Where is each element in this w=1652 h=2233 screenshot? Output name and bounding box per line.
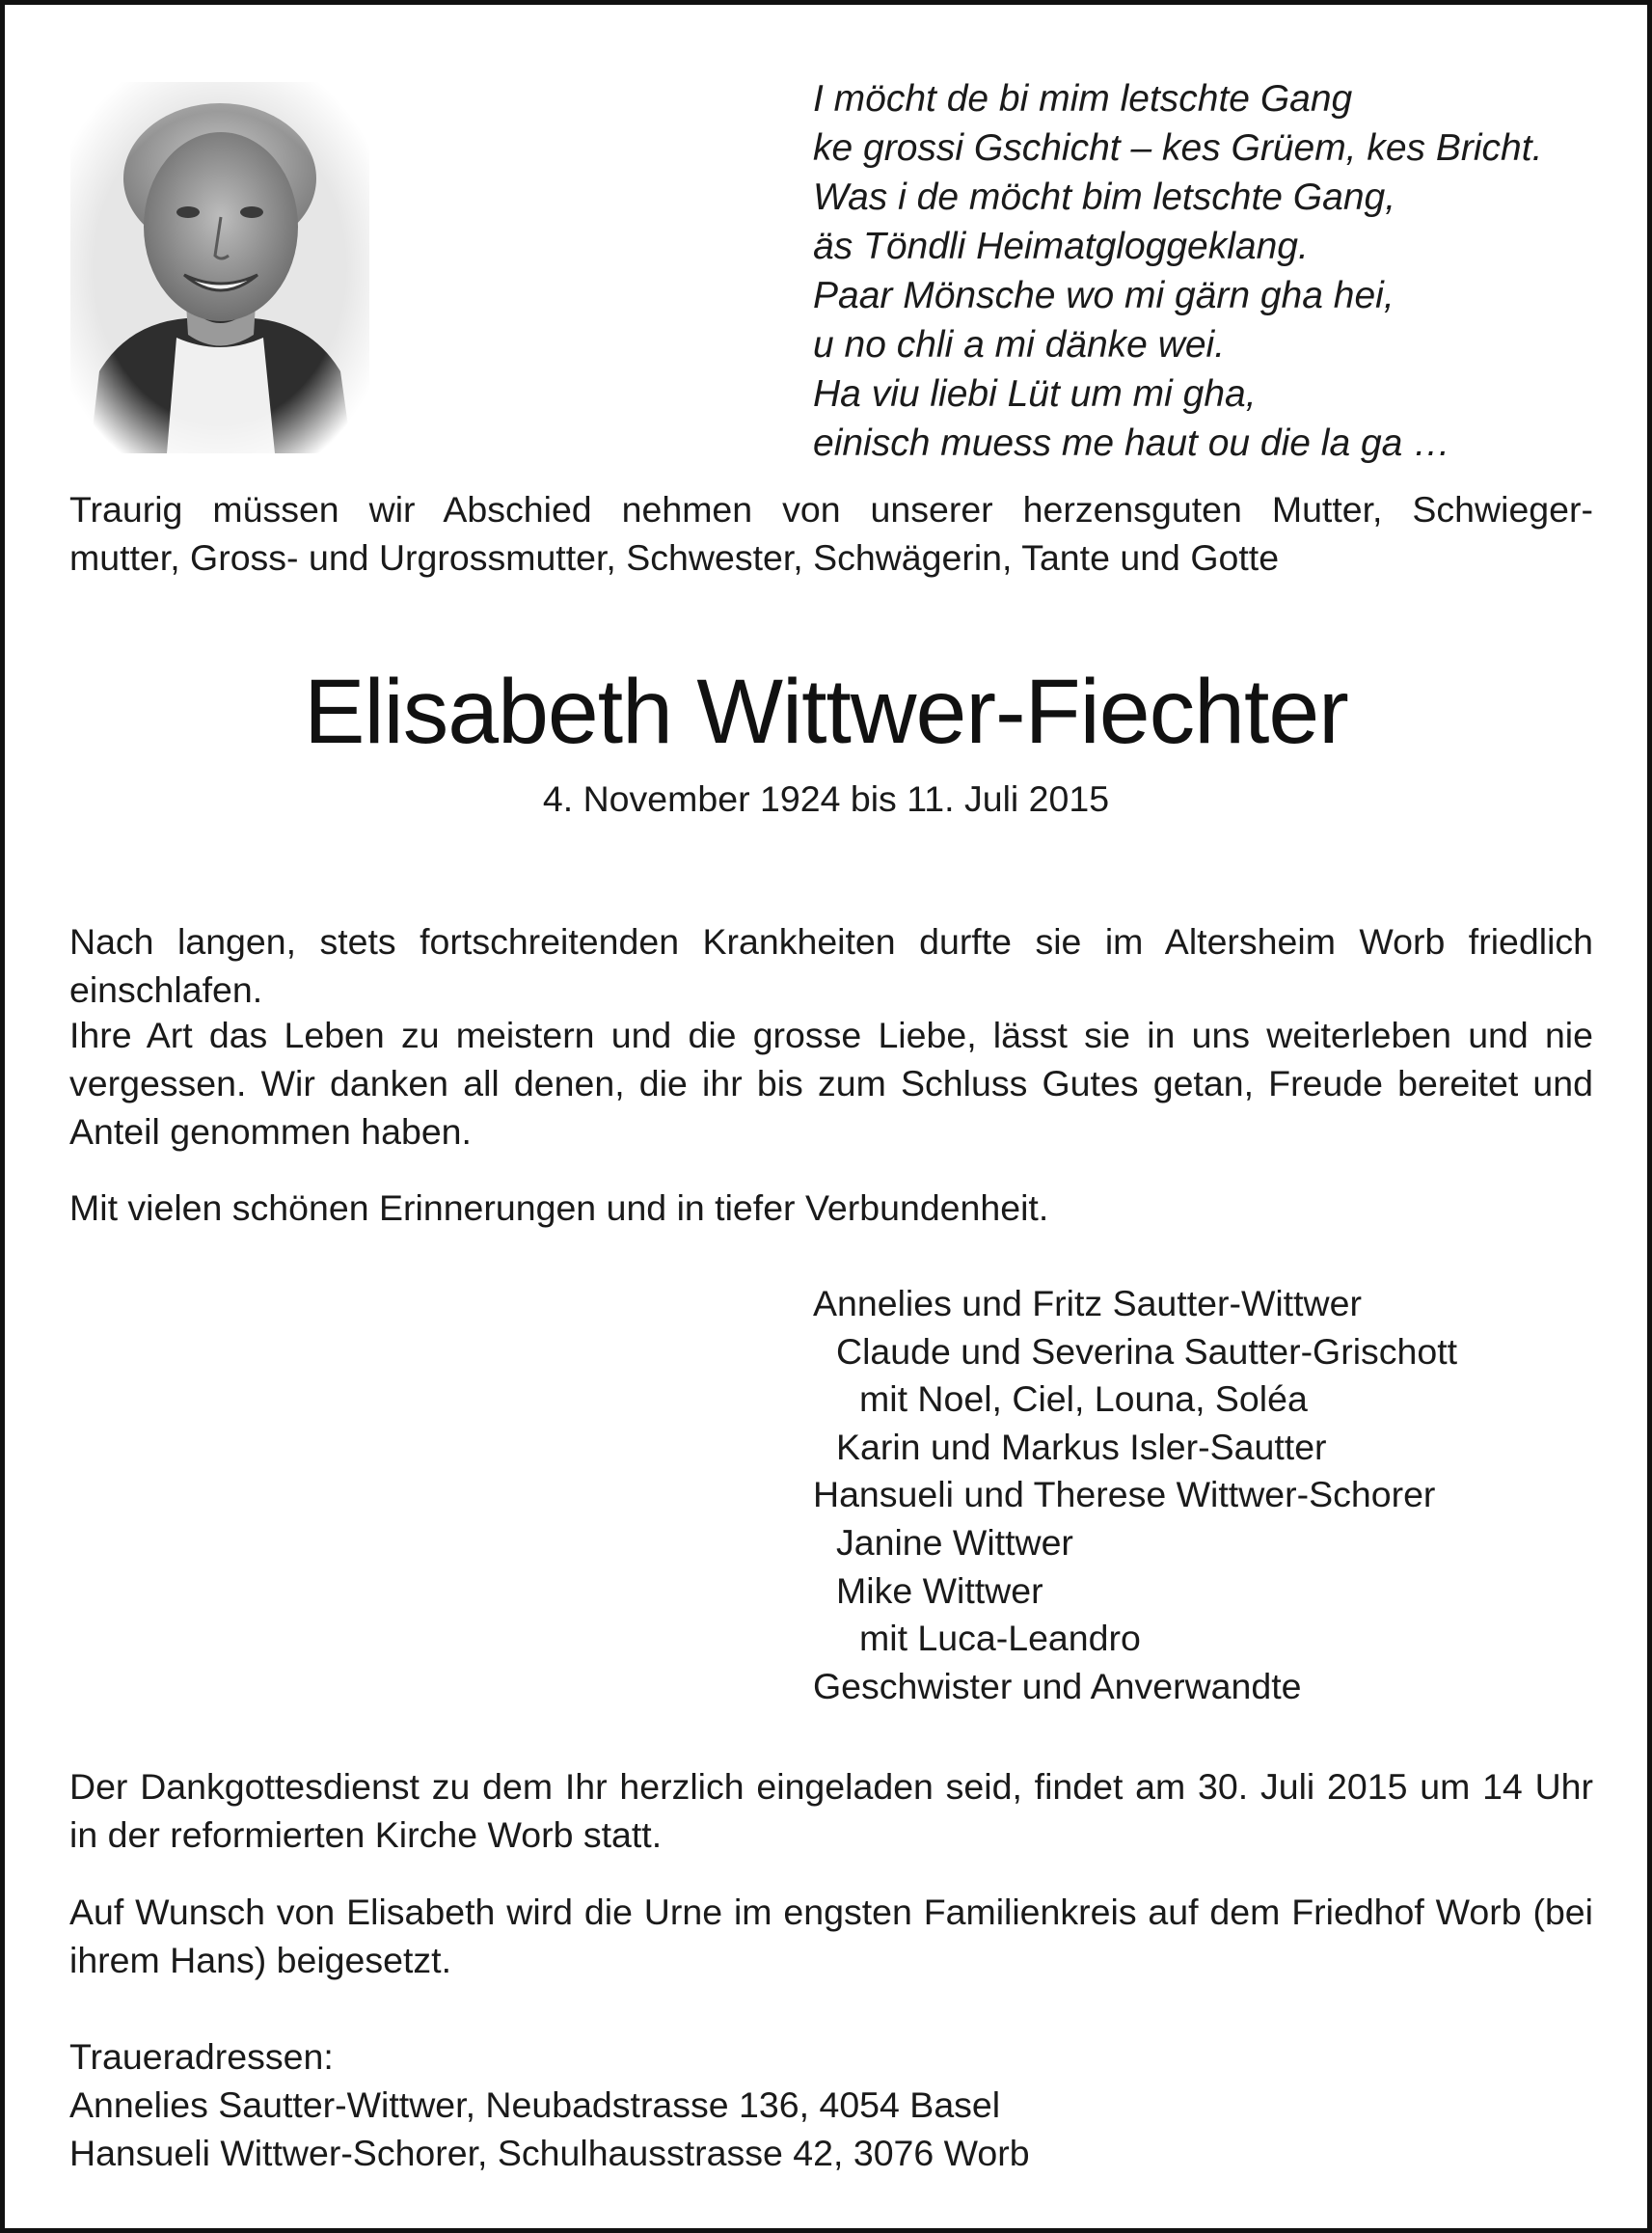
family-member: Claude und Severina Sautter-Grischott bbox=[836, 1330, 1458, 1372]
family-member: Janine Wittwer bbox=[836, 1521, 1073, 1563]
family-member: Annelies und Fritz Sautter-Wittwer bbox=[813, 1283, 1362, 1323]
family-list bbox=[813, 1280, 1604, 1710]
family-member: mit Noel, Ciel, Louna, Soléa bbox=[859, 1378, 1308, 1420]
life-dates: 4. November 1924 bis 11. Juli 2015 bbox=[542, 778, 1110, 819]
poem-line: I möcht de bi mim letschte Gang bbox=[813, 78, 1353, 120]
poem-line: äs Töndli Heimatgloggeklang. bbox=[813, 226, 1309, 267]
deceased-name: Elisabeth Wittwer-Fiechter bbox=[304, 661, 1348, 763]
poem-line: Paar Mönsche wo mi gärn gha hei, bbox=[813, 275, 1395, 316]
mourning-address: Annelies Sautter-Wittwer, Neubadstrasse 136, 4054 Basel bbox=[69, 2084, 1001, 2125]
poem-line: Ha viu liebi Lüt um mi gha, bbox=[813, 373, 1257, 415]
poem-line: ke grossi Gschicht – kes Grüem, kes Bricht. bbox=[813, 127, 1543, 169]
family-member: Hansueli und Therese Wittwer-Schorer bbox=[813, 1474, 1436, 1515]
paragraph-illness: Nach langen, stets fortschreitenden Krankheiten durfte sie im Altersheim Worb friedlich einschlafen. bbox=[69, 921, 1593, 1010]
intro-line-2: mutter, Gross- und Urgrossmutter, Schwester, Schwägerin, Tante und Gotte bbox=[69, 537, 1280, 578]
family-member: Karin und Markus Isler-Sautter bbox=[836, 1426, 1327, 1467]
portrait-image bbox=[70, 82, 369, 453]
service-info: Der Dankgottesdienst zu dem Ihr herzlich eingeladen seid, findet am 30. Juli 2015 um 14 Uhr in der reformierten Kirche Worb statt. bbox=[69, 1766, 1593, 1855]
closing-line: Mit vielen schönen Erinnerungen und in tiefer Verbundenheit. bbox=[69, 1187, 1049, 1228]
mourning-address: Hansueli Wittwer-Schorer, Schulhausstrasse 42, 3076 Worb bbox=[69, 2133, 1030, 2173]
intro-text bbox=[69, 485, 1593, 582]
paragraph-gratitude: Ihre Art das Leben zu meistern und die grosse Liebe, lässt sie in uns weiterleben und nie vergessen. Wir danken all denen, die ihr bis zum Schluss Gutes getan, Freude bereitet und Anteil genommen haben. bbox=[69, 1015, 1593, 1152]
family-member: mit Luca-Leandro bbox=[859, 1618, 1141, 1659]
intro-line-1: Traurig müssen wir Abschied nehmen von unserer herzensguten Mutter, Schwieger- bbox=[69, 489, 1593, 530]
portrait-photo bbox=[70, 82, 369, 453]
burial-info: Auf Wunsch von Elisabeth wird die Urne im engsten Familienkreis auf dem Friedhof Worb (bei ihrem Hans) beigesetzt. bbox=[69, 1892, 1593, 1980]
poem-line: u no chli a mi dänke wei. bbox=[813, 324, 1226, 366]
family-member: Geschwister und Anverwandte bbox=[813, 1665, 1302, 1706]
poem-line: Was i de möcht bim letschte Gang, bbox=[813, 177, 1396, 218]
poem-line: einisch muess me haut ou die la ga … bbox=[813, 422, 1451, 464]
addresses-label: Traueradressen: bbox=[69, 2036, 334, 2077]
addresses-list bbox=[69, 2081, 1593, 2177]
poem bbox=[813, 74, 1604, 468]
family-member: Mike Wittwer bbox=[836, 1569, 1043, 1611]
